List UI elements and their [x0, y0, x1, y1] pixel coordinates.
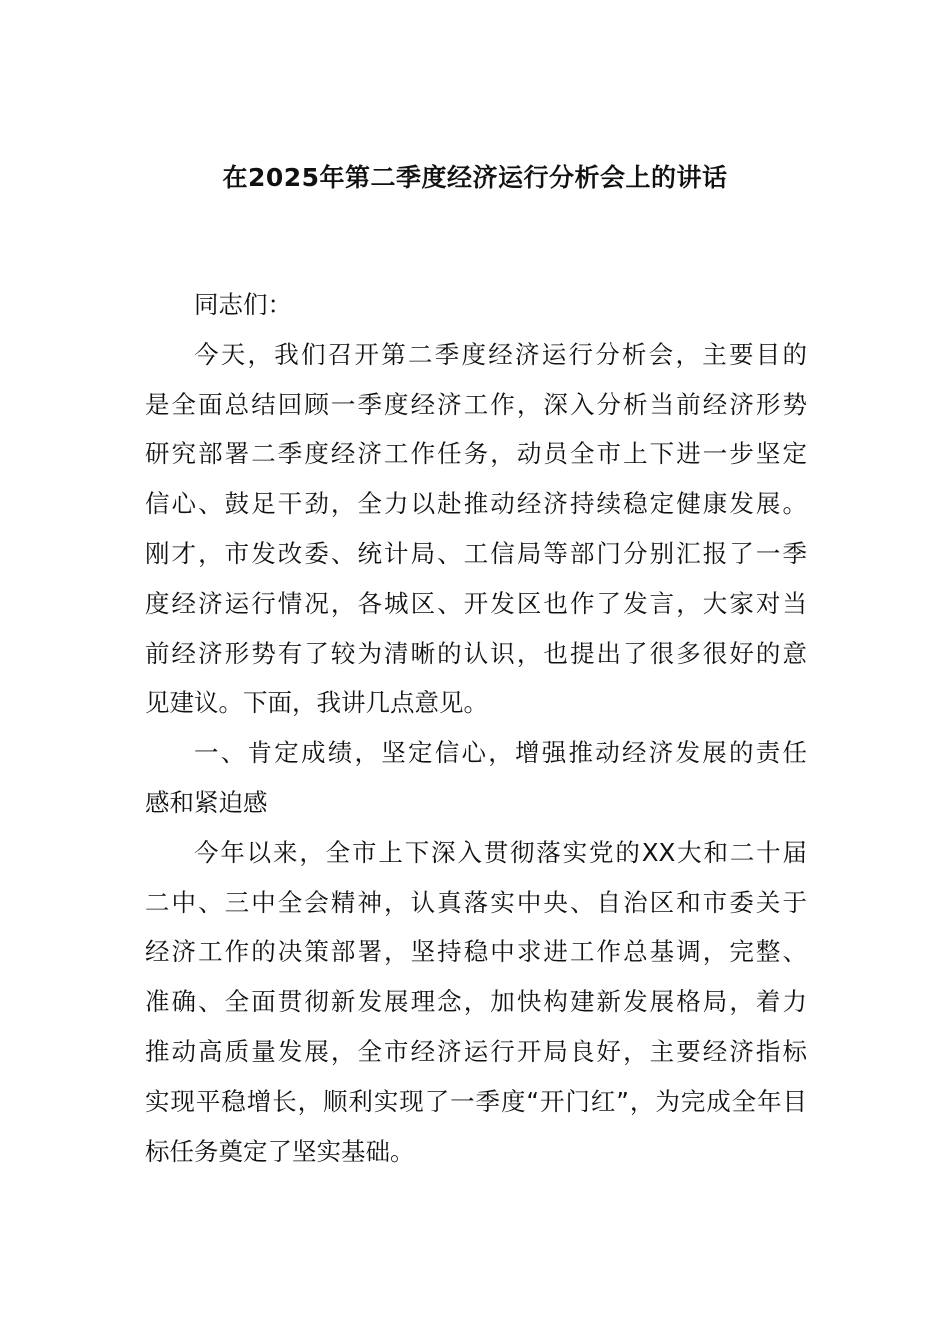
document-title: 在2025年第二季度经济运行分析会上的讲话 — [222, 163, 728, 192]
text-line: 信心、鼓足干劲，全力以赴推动经济持续稳定健康发展。 — [145, 489, 807, 519]
text-line: 二中、三中全会精神，认真落实中央、自治区和市委关于 — [145, 887, 807, 917]
text-line: 今天，我们召开第二季度经济运行分析会，主要目的 — [194, 339, 807, 369]
text-line: 见建议。下面，我讲几点意见。 — [145, 688, 488, 718]
text-line: 是全面总结回顾一季度经济工作，深入分析当前经济形势 — [145, 389, 807, 419]
text-line: 研究部署二季度经济工作任务，动员全市上下进一步坚定 — [145, 439, 807, 469]
text-line: 标任务奠定了坚实基础。 — [145, 1136, 415, 1166]
text-line: 前经济形势有了较为清晰的认识，也提出了很多很好的意 — [145, 638, 807, 668]
section-heading-line: 一、肯定成绩，坚定信心，增强推动经济发展的责任 — [194, 738, 807, 768]
text-line: 刚才，市发改委、统计局、工信局等部门分别汇报了一季 — [145, 538, 807, 568]
text-line: 推动高质量发展，全市经济运行开局良好，主要经济指标 — [145, 1036, 807, 1066]
document-body — [145, 280, 807, 1176]
section-heading-line: 感和紧迫感 — [145, 787, 268, 817]
text-line: 今年以来，全市上下深入贯彻落实党的XX大和二十届 — [194, 837, 807, 867]
text-line: 度经济运行情况，各城区、开发区也作了发言，大家对当 — [145, 588, 807, 618]
text-line: 准确、全面贯彻新发展理念，加快构建新发展格局，着力 — [145, 987, 807, 1017]
text-line: 同志们： — [194, 290, 292, 319]
text-line: 实现平稳增长，顺利实现了一季度“开门红”，为完成全年目 — [145, 1086, 807, 1116]
text-line: 经济工作的决策部署，坚持稳中求进工作总基调，完整、 — [145, 937, 807, 967]
